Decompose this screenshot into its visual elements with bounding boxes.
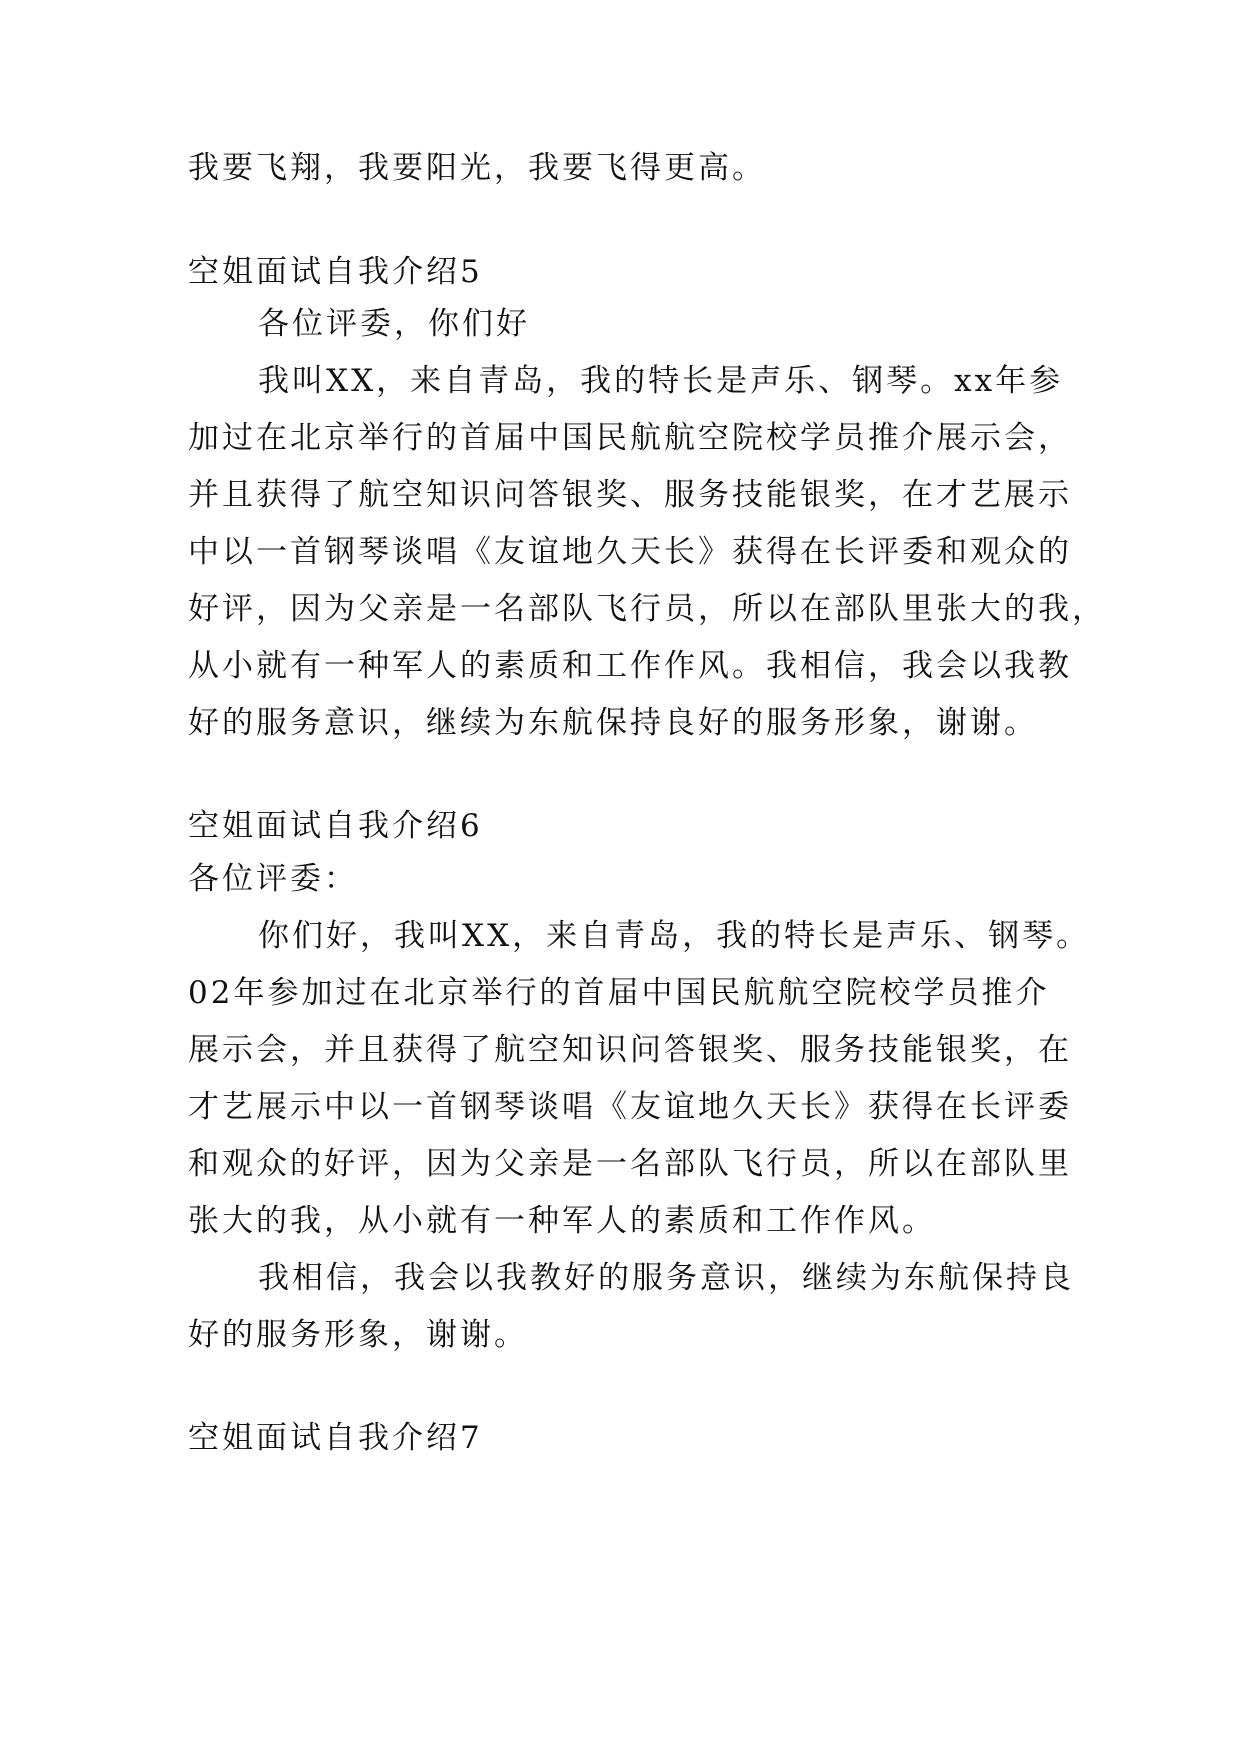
section-heading-7: 空姐面试自我介绍7	[188, 1420, 483, 1456]
text-line: 好的服务意识，继续为东航保持良好的服务形象，谢谢。	[188, 705, 1038, 741]
text-line: 好的服务形象，谢谢。	[188, 1317, 528, 1353]
text-line: 才艺展示中以一首钢琴谈唱《友谊地久天长》获得在长评委	[188, 1089, 1072, 1125]
text-line: 加过在北京举行的首届中国民航航空院校学员推介展示会，	[188, 420, 1072, 456]
text-line: 各位评委：	[188, 861, 358, 897]
text-line: 中以一首钢琴谈唱《友谊地久天长》获得在长评委和观众的	[188, 534, 1072, 570]
text-line: 并且获得了航空知识问答银奖、服务技能银奖，在才艺展示	[188, 477, 1072, 513]
text-line: 展示会，并且获得了航空知识问答银奖、服务技能银奖，在	[188, 1032, 1072, 1068]
text-line: 各位评委，你们好	[258, 306, 530, 342]
text-line: 我要飞翔，我要阳光，我要飞得更高。	[188, 150, 766, 186]
text-line: 好评，因为父亲是一名部队飞行员，所以在部队里张大的我，	[188, 591, 1106, 627]
text-line: 我叫XX，来自青岛，我的特长是声乐、钢琴。xx年参	[258, 363, 1064, 399]
text-line: 张大的我，从小就有一种军人的素质和工作作风。	[188, 1203, 936, 1239]
text-line: 你们好，我叫XX，来自青岛，我的特长是声乐、钢琴。	[258, 918, 1091, 954]
text-line: 我相信，我会以我教好的服务意识，继续为东航保持良	[258, 1260, 1074, 1296]
section-heading-5: 空姐面试自我介绍5	[188, 254, 483, 290]
text-line: 和观众的好评，因为父亲是一名部队飞行员，所以在部队里	[188, 1146, 1072, 1182]
section-heading-6: 空姐面试自我介绍6	[188, 808, 483, 844]
text-line: 从小就有一种军人的素质和工作作风。我相信，我会以我教	[188, 648, 1072, 684]
text-line: 02年参加过在北京举行的首届中国民航航空院校学员推介	[188, 975, 1050, 1011]
